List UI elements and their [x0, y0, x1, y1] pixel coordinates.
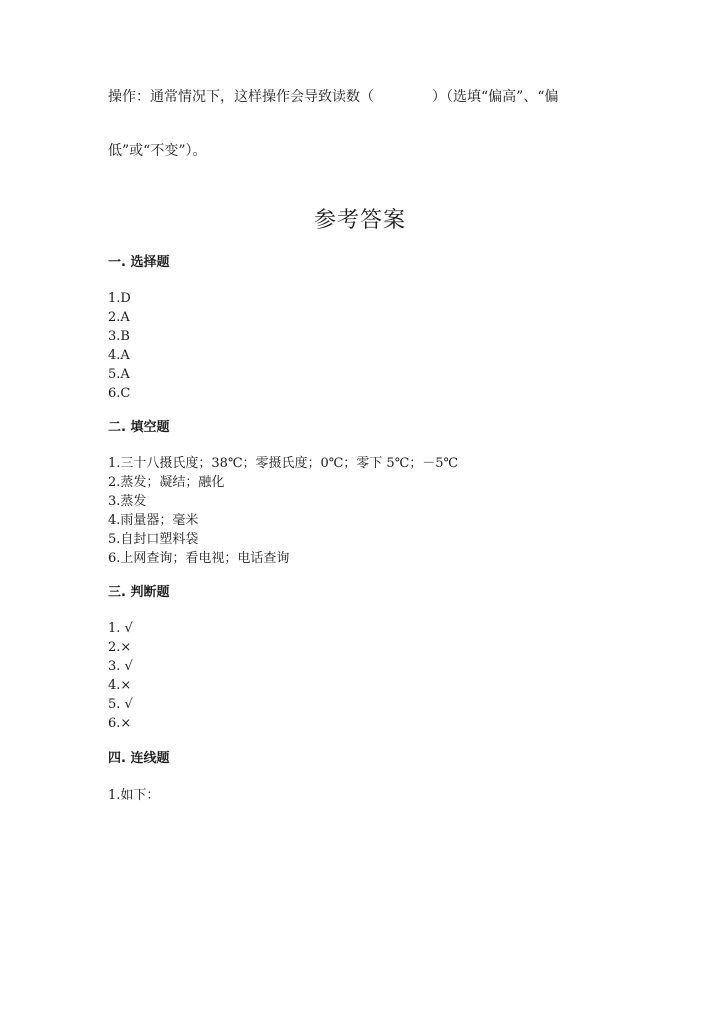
list-item — [108, 289, 131, 308]
item-answer: B — [120, 329, 130, 344]
item-answer: C — [120, 386, 131, 401]
section-heading-true-false: 三. 判断题 — [108, 585, 170, 600]
item-number: 6. — [108, 386, 121, 401]
section-heading-choice: 一. 选择题 — [108, 255, 170, 270]
item-number: 6. — [108, 551, 121, 566]
section-heading-fill-blank: 二. 填空题 — [108, 420, 170, 435]
item-answer: 雨量器；毫米 — [120, 513, 199, 528]
item-answer: A — [120, 367, 130, 382]
section-heading-matching: 四. 连线题 — [108, 751, 170, 766]
list-item — [108, 549, 458, 568]
answer-key-title: 参考答案 — [313, 208, 406, 233]
item-number: 1. — [108, 456, 121, 471]
item-number: 1. — [108, 291, 121, 306]
item-answer: 上网查询；看电视；电话查询 — [120, 551, 290, 566]
list-item — [108, 657, 133, 676]
item-answer: 自封口塑料袋 — [120, 532, 199, 547]
item-answer: 蒸发 — [120, 494, 147, 509]
list-item — [108, 676, 133, 695]
list-item — [108, 492, 458, 511]
item-answer: √ — [120, 697, 133, 712]
list-item — [108, 714, 133, 733]
item-answer: A — [120, 310, 130, 325]
question-text-line-2: 低”或“不变”）。 — [108, 143, 207, 159]
list-item — [108, 365, 131, 384]
list-item — [108, 473, 458, 492]
question-text-after-blank: ）（选填“偏高”、“偏 — [432, 89, 559, 105]
item-answer: D — [120, 291, 131, 306]
list-item — [108, 695, 133, 714]
item-number: 4. — [108, 678, 121, 693]
item-number: 2. — [108, 310, 121, 325]
list-item — [108, 454, 458, 473]
item-number: 5. — [108, 367, 121, 382]
answer-list-fill-blank — [108, 454, 458, 568]
list-item — [108, 308, 131, 327]
item-answer: √ — [120, 659, 133, 674]
item-number: 3. — [108, 494, 121, 509]
item-answer: × — [120, 716, 132, 731]
item-number: 1. — [108, 621, 121, 636]
item-number: 2. — [108, 475, 121, 490]
list-item — [108, 786, 159, 805]
item-number: 5. — [108, 697, 121, 712]
item-number: 3. — [108, 329, 121, 344]
answer-list-true-false — [108, 619, 133, 733]
item-number: 4. — [108, 513, 121, 528]
item-number: 2. — [108, 640, 121, 655]
answer-list-choice — [108, 289, 131, 403]
item-answer: × — [120, 678, 132, 693]
item-number: 4. — [108, 348, 121, 363]
item-answer: 蒸发；凝结；融化 — [120, 475, 225, 490]
item-number: 3. — [108, 659, 121, 674]
item-number: 6. — [108, 716, 121, 731]
list-item — [108, 619, 133, 638]
item-answer: × — [120, 640, 132, 655]
list-item — [108, 384, 131, 403]
item-number: 5. — [108, 532, 121, 547]
item-answer: A — [120, 348, 130, 363]
list-item — [108, 530, 458, 549]
question-text-before-blank: 操作：通常情况下，这样操作会导致读数（ — [108, 89, 374, 105]
item-number: 1. — [108, 788, 121, 803]
list-item — [108, 327, 131, 346]
list-item — [108, 346, 131, 365]
item-answer: 如下： — [120, 788, 160, 803]
question-text-line-1 — [108, 87, 558, 107]
list-item — [108, 511, 458, 530]
item-answer: √ — [120, 621, 133, 636]
item-answer: 三十八摄氏度；38℃；零摄氏度；0℃；零下 5℃；－5℃ — [120, 456, 459, 471]
answer-list-matching — [108, 786, 159, 805]
list-item — [108, 638, 133, 657]
